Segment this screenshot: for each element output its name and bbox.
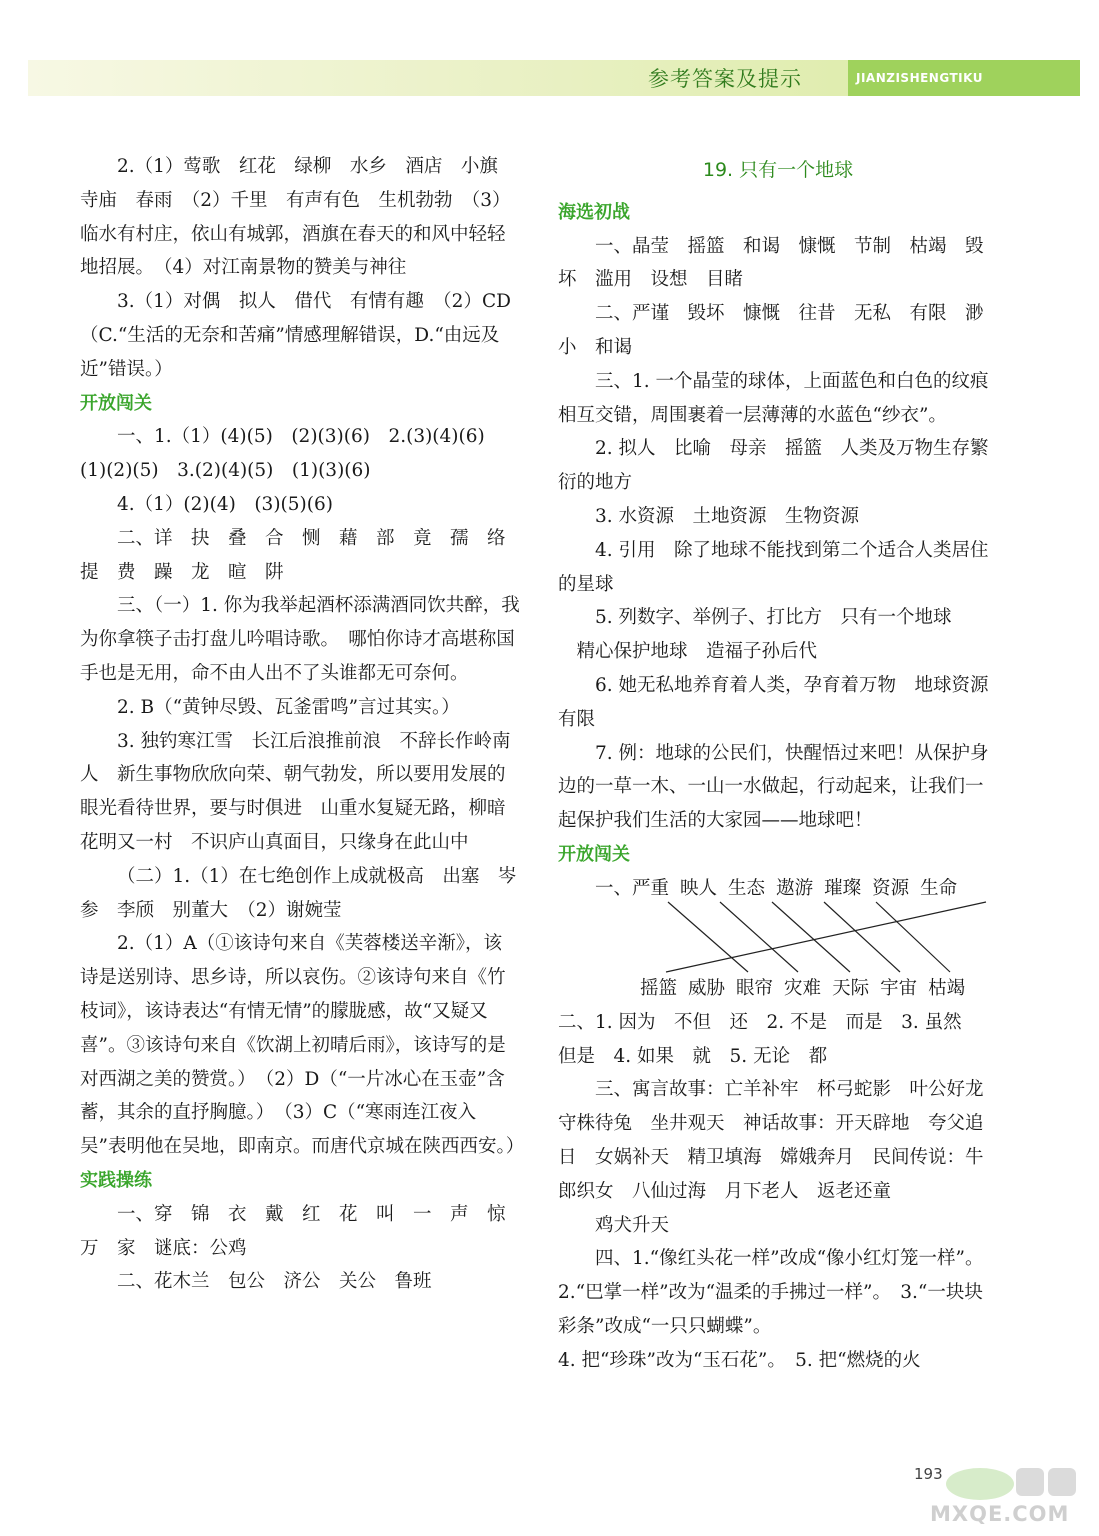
- header-title: 参考答案及提示: [648, 67, 802, 91]
- match-bottom-word: 宇宙: [880, 977, 918, 999]
- answer-paragraph: 5. 列数字、举例子、打比方 只有一个地球: [595, 607, 952, 629]
- watermark-text: MXQE.COM: [930, 1502, 1070, 1526]
- match-bottom-word: 眼帘: [736, 977, 774, 999]
- answer-paragraph: 三、1. 一个晶莹的球体，上面蓝色和白色的纹痕相互交错，周围裹着一层薄薄的水蓝色“纱衣”。: [558, 370, 989, 426]
- watermark-logo-icon: [930, 1458, 1080, 1504]
- answer-paragraph: 3.（1）对偶 拟人 借代 有情有趣 （2）CD（C.“生活的无奈和苦痛”情感理解错误，D.“由远及近”错误。）: [80, 291, 511, 380]
- answer-paragraph: 4. 引用 除了地球不能找到第二个适合人类居住的星球: [558, 539, 989, 595]
- answer-paragraph: 7. 例：地球的公民们，快醒悟过来吧！从保护身边的一草一木、一山一水做起，行动起来，让我们一起保护我们生活的大家园——地球吧！: [558, 742, 989, 832]
- right-column: [558, 150, 1003, 1378]
- match-top-word: 遨游: [776, 877, 814, 899]
- match-top-word: 生命: [920, 877, 958, 899]
- answer-paragraph: 四、1.“像红头花一样”改成“像小红灯笼一样”。 2.“巴掌一样”改为“温柔的手拂过一样”。 3.“一块块彩条”改成“一只只蝴蝶”。: [558, 1248, 993, 1337]
- answer-paragraph: 一、穿 锦 衣 戴 红 花 叫 一 声 惊 万 家 谜底：公鸡: [80, 1203, 525, 1259]
- match-lead: 一、: [595, 877, 633, 899]
- answer-paragraph: 三、寓言故事：亡羊补牢 杯弓蛇影 叶公好龙 守株待兔 坐井观天 神话故事：开天辟地 夸父追日 女娲补天 精卫填海 嫦娥奔月 民间传说：牛郎织女 八仙过海 月下老人 返老还童: [558, 1079, 1003, 1202]
- answer-paragraph: 三、（一）1. 你为我举起酒杯添满酒同饮共醉，我为你拿筷子击打盘儿吟唱诗歌。 哪怕你诗才高堪称国手也是无用，命不由人出不了头谁都无可奈何。: [80, 595, 520, 684]
- match-top-word: 严重: [632, 877, 670, 899]
- answer-paragraph: （二）1.（1）在七绝创作上成就极高 出塞 岑参 李颀 别董大 （2）谢婉莹: [80, 865, 517, 921]
- section-heading: 海选初战: [558, 201, 630, 223]
- answer-paragraph: 二、1. 因为 不但 还 2. 不是 而是 3. 虽然 但是 4. 如果 就 5. 无论 都: [558, 1011, 981, 1067]
- word-matching: [558, 872, 998, 1006]
- match-bottom-word: 灾难: [784, 977, 822, 999]
- match-top-word: 映人: [680, 877, 718, 899]
- answer-paragraph: 二、严谨 毁坏 慷慨 往昔 无私 有限 渺小 和谒: [558, 303, 984, 358]
- answer-paragraph: 3. 水资源 土地资源 生物资源: [595, 505, 860, 527]
- match-bottom-word: 威胁: [688, 977, 726, 999]
- answer-paragraph: 2. 拟人 比喻 母亲 摇篮 人类及万物生存繁衍的地方: [558, 438, 989, 494]
- answer-paragraph: 一、晶莹 摇篮 和谒 慷慨 节制 枯竭 毁坏 滥用 设想 目睹: [558, 235, 984, 291]
- page-number: 193: [914, 1465, 943, 1483]
- match-top-row: [558, 872, 957, 906]
- match-bottom-word: 摇篮: [640, 977, 678, 999]
- answer-paragraph: 6. 她无私地养育着人类，孕育着万物 地球资源有限: [558, 674, 989, 730]
- match-top-word: 资源: [872, 877, 910, 899]
- answer-paragraph: 一、1.（1）(4)(5) (2)(3)(6) 2.(3)(4)(6) (1)(2)(5) 3.(2)(4)(5) (1)(3)(6): [80, 426, 504, 482]
- answer-paragraph: 精心保护地球 造福子孙后代: [576, 641, 818, 663]
- answer-paragraph: 2.（1）A（①该诗句来自《芙蓉楼送辛渐》，该诗是送别诗、思乡诗，所以哀伤。②该诗句来自《竹枝词》，该诗表达“有情无情”的朦胧感，故“又疑又喜”。③该诗句来自《饮湖上初晴后雨》，该诗写的是对西湖之美的赞赏。） （2）D（“一片冰心在玉壶”含蓄，其余的直抒胸臆。） （3）C（“寒雨连江夜入吴”表明他在吴地，即南京。而唐代京城在陕西西安。）: [80, 933, 525, 1158]
- match-bottom-word: 天际: [832, 977, 870, 999]
- section-heading: 开放闯关: [80, 392, 152, 414]
- match-top-word: 生态: [728, 877, 766, 899]
- left-column: [80, 150, 525, 1299]
- match-bottom-row: [640, 972, 965, 1006]
- answer-paragraph: 2.（1）莺歌 红花 绿柳 水乡 酒店 小旗 寺庙 春雨 （2）千里 有声有色 生机勃勃 （3）临水有村庄，依山有城郭，酒旗在春天的和风中轻轻地招展。 （4）对江南景物的赞美与神往: [80, 156, 517, 279]
- section-heading: 开放闯关: [558, 843, 630, 865]
- answer-paragraph: 4. 把“珍珠”改为“玉石花”。 5. 把“燃烧的火: [558, 1349, 921, 1371]
- answer-paragraph: 二、详 抉 叠 合 恻 藉 部 竟 孺 络 提 费 躁 龙 暄 阱: [80, 527, 525, 583]
- match-top-word: 璀璨: [824, 877, 862, 899]
- header-tab: JIANZISHENGTIKU: [848, 60, 1080, 96]
- answer-paragraph: 2. B（“黄钟尽毁、瓦釜雷鸣”言过其实。）: [117, 696, 460, 718]
- match-bottom-word: 枯竭: [928, 977, 966, 999]
- answer-paragraph: 鸡犬升天: [595, 1214, 670, 1236]
- lesson-title: 19. 只有一个地球: [702, 159, 854, 181]
- answer-paragraph: 二、花木兰 包公 济公 关公 鲁班: [117, 1271, 432, 1293]
- section-heading: 实践操练: [80, 1169, 152, 1191]
- answer-paragraph: 4.（1）(2)(4) (3)(5)(6): [117, 493, 333, 515]
- answer-paragraph: 3. 独钓寒江雪 长江后浪推前浪 不辞长作岭南人 新生事物欣欣向荣、朝气勃发，所以要用发展的眼光看待世界，要与时俱进 山重水复疑无路，柳暗花明又一村 不识庐山真面目，只缘身在此山中: [80, 730, 511, 853]
- watermark: [930, 1458, 1080, 1528]
